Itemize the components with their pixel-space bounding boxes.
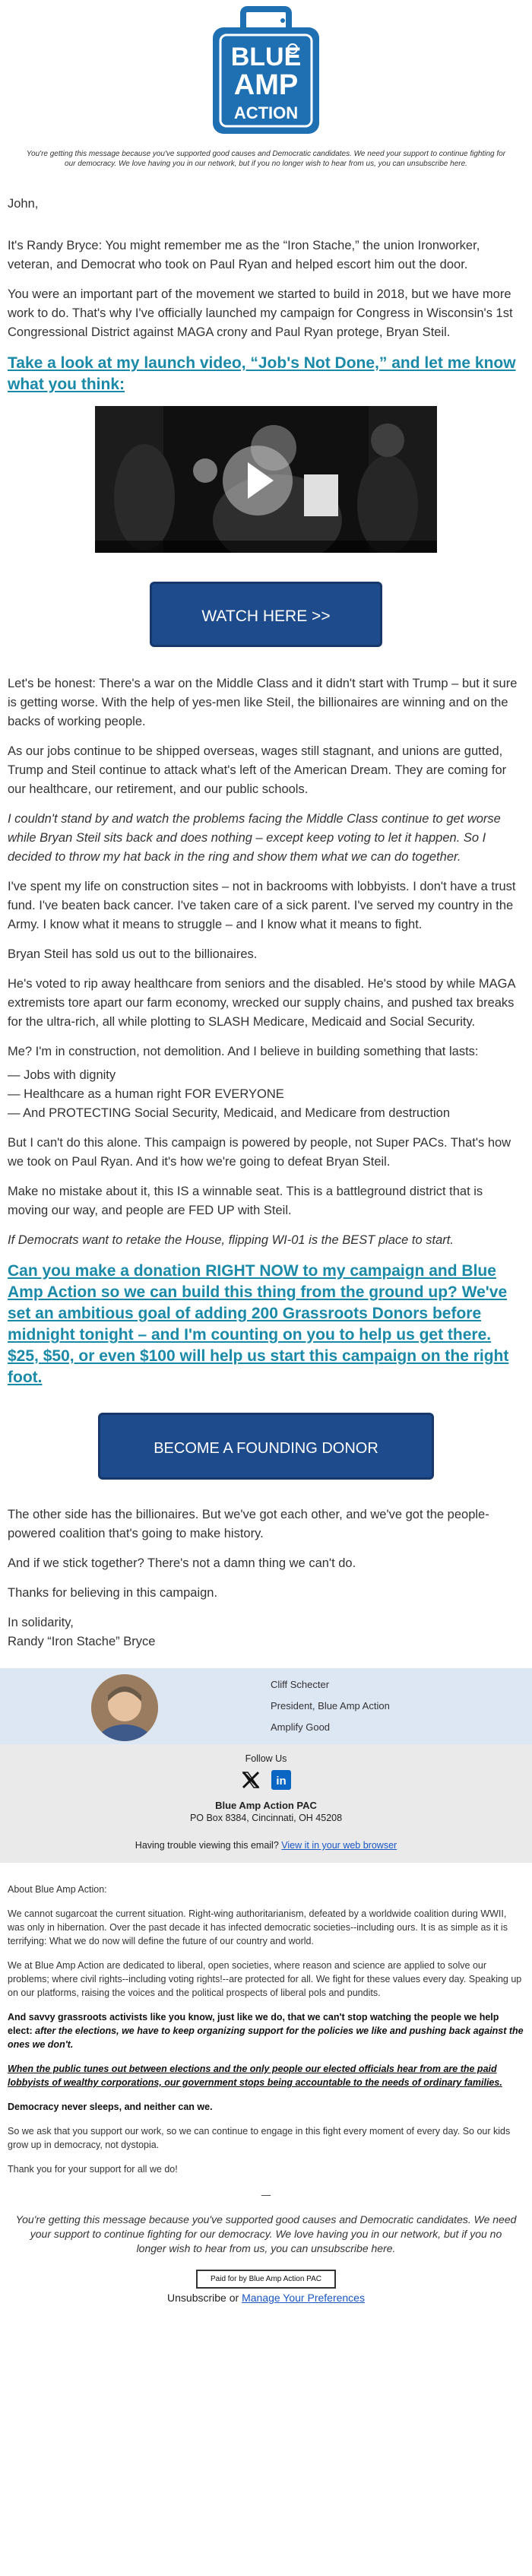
paragraph: It's Randy Bryce: You might remember me as the “Iron Stache,” the union Ironworker, veteran, and Democrat who took on Paul Ryan and helped escort him out the door. [8,239,480,271]
avatar [91,1674,158,1741]
about-bold-text: And savvy grassroots activists like you know, just like we do, that we can't stop watching the people we help elect: [8,2012,499,2036]
social-links [0,1770,532,1792]
about-heading: About Blue Amp Action: [8,1884,107,1895]
paragraph: Thanks for believing in this campaign. [8,1586,218,1600]
values-list [8,1066,524,1123]
about-paragraph: So we ask that you support our work, so we can continue to engage in this fight every moment of every day. So our kids grow up in democracy, not dystopia. [8,2126,511,2150]
paid-by-box: Paid for by Blue Amp Action PAC [196,2270,336,2289]
about-section [0,1863,532,2202]
linkedin-icon[interactable] [271,1770,291,1792]
x-icon[interactable] [241,1770,261,1792]
founding-donor-button[interactable]: BECOME A FOUNDING DONOR [98,1413,434,1480]
list-item: — Healthcare as a human right FOR EVERYONE [8,1087,284,1101]
letter-content [0,195,532,1651]
signature: Randy “Iron Stache” Bryce [8,1635,156,1648]
list-item: — And PROTECTING Social Security, Medicaid, and Medicare from destruction [8,1106,450,1120]
footer-contact [0,1744,532,1863]
donate-link[interactable]: Can you make a donation RIGHT NOW to my campaign and Blue Amp Action so we can build this thing from the ground up? We've set an ambitious goal of adding 200 Grassroots Donors before midnight tonight – and I'm counting on you to help us get there. $25, $50, or even $100 will help us start this campaign on the right foot. [8,1262,509,1386]
video-thumbnail[interactable] [95,406,437,553]
paragraph: The other side has the billionaires. But we've got each other, and we've got the people-powered coalition that's going to make history. [8,1508,489,1540]
sender-title: President, Blue Amp Action [271,1700,390,1712]
avatar-photo [91,1674,158,1741]
logo-text-amp: AMP [233,69,299,101]
list-item: — Jobs with dignity [8,1068,116,1082]
pac-address: PO Box 8384, Cincinnati, OH 45208 [189,1813,343,1823]
logo-text-blue: BLUE [230,43,302,71]
disclaimer-bottom: You're getting this message because you've supported good causes and Democratic candidates. We need your support to continue fighting for our democracy. We love having you in our network, but if you no longer wish to hear from us, you can unsubscribe here. [15,2213,517,2254]
logo-text-action: ACTION [233,103,299,122]
paragraph: You were an important part of the movement we started to build in 2018, but we have more work to do. That's why I've officially launched my campaign for Congress in Wisconsin's 1st Congressional District against MAGA crony and Paul Ryan protege, Bryan Steil. [8,287,513,339]
closing: In solidarity, [8,1616,74,1629]
unsubscribe-link[interactable]: Unsubscribe [167,2292,226,2304]
video-link[interactable]: Take a look at my launch video, “Job's Not Done,” and let me know what you think: [8,354,516,393]
pac-name: Blue Amp Action PAC [215,1800,317,1811]
about-bold-italic-text: after the elections, we have to keep organizing support for the policies we like and pushing back against the ones we don't. [8,2026,524,2050]
about-paragraph: Thank you for your support for all we do! [8,2164,178,2175]
video-control-bar[interactable] [95,541,437,553]
paragraph: Bryan Steil has sold us out to the billionaires. [8,947,258,961]
blue-amp-action-logo[interactable] [198,5,334,141]
paragraph-italic: If Democrats want to retake the House, flipping WI-01 is the BEST place to start. [8,1233,454,1247]
paragraph: And if we stick together? There's not a damn thing we can't do. [8,1556,356,1570]
divider: — [261,2190,271,2200]
disclaimer-top: You're getting this message because you've supported good causes and Democratic candidates. We need your support to continue fighting for our democracy. We love having you in our network, but if you no longer wish to hear from us, you can unsubscribe here. [26,150,506,168]
trouble-text: Having trouble viewing this email? [135,1840,279,1851]
sender-card [0,1668,532,1744]
paragraph: Make no mistake about it, this IS a winnable seat. This is a battleground district that is moving our way, and people are FED UP with Steil. [8,1185,483,1217]
follow-us-label: Follow Us [245,1753,287,1764]
unsubscribe-or: or [229,2292,239,2304]
paragraph-italic: I couldn't stand by and watch the problems facing the Middle Class continue to get worse while Bryan Steil sits back and does nothing – except keep voting to let it happen. So I decided to throw my hat back in the ring and show them what we can do together. [8,812,501,864]
about-paragraph: We at Blue Amp Action are dedicated to liberal, open societies, where reason and science are applied to solve our problems; where civil rights--including voting rights!--are protected for all. We fight for these values every day. Speaking up on our platforms, raising the voices and the political prospects of liberal pols and pundits. [8,1960,522,1998]
about-paragraph-bold [8,2010,524,2051]
paragraph: Let's be honest: There's a war on the Middle Class and it didn't start with Trump – but it sure is getting worse. With the help of yes-men like Steil, the billionaires are winning and on the backs of working people. [8,677,518,728]
unsubscribe-line [0,2292,532,2304]
about-paragraph-underlined: When the public tunes out between elections and the only people our elected officials hear from are the paid lobbyists of wealthy corporations, our government stops being accountable to the needs of ordinary families. [8,2064,502,2088]
salutation: John, [8,197,39,211]
sender-tagline: Amplify Good [271,1721,331,1733]
play-button[interactable] [223,446,293,516]
about-paragraph-bold: Democracy never sleeps, and neither can we. [8,2102,213,2112]
paragraph: Me? I'm in construction, not demolition. And I believe in building something that lasts: [8,1045,479,1058]
paragraph: I've spent my life on construction sites – not in backrooms with lobbyists. I don't have a trust fund. I've beaten back cancer. I've taken care of a sick parent. I've served my country in the Army. I know what it means to struggle – and I know what it means to fight. [8,880,516,931]
about-paragraph: We cannot sugarcoat the current situation. Right-wing authoritarianism, defeated by a worldwide coalition during WWII, was only in hibernation. Over the past decade it has infected democratic societies--including ours. It is as simple as it is terrifying: What we do now will define the future of our country and world. [8,1908,508,1946]
view-in-browser-link[interactable]: View it in your web browser [281,1840,397,1851]
closing-section [8,1505,524,1651]
paragraph: But I can't do this alone. This campaign is powered by people, not Super PACs. That's how we took on Paul Ryan. And it's how we're going to defeat Bryan Steil. [8,1136,511,1169]
trouble-viewing [0,1838,532,1852]
paragraph: He's voted to rip away healthcare from seniors and the disabled. He's stood by while MAGA extremists tore apart our farm economy, wrecked our supply chains, and pushed tax breaks for the ultra-rich, all while plotting to SLASH Medicare, Medicaid and Social Security. [8,977,515,1029]
svg-text:in: in [276,1775,287,1788]
paragraph: As our jobs continue to be shipped overseas, wages still stagnant, and unions are gutted, Trump and Steil continue to attack what's left of the American Dream. They are coming for our healthcare, our retirement, and our public schools. [8,744,507,796]
sender-info [271,1674,390,1738]
logo-header [0,0,532,146]
sender-name: Cliff Schecter [271,1679,330,1690]
manage-preferences-link[interactable]: Manage Your Preferences [242,2292,365,2304]
play-icon [248,462,274,499]
watch-here-button[interactable]: WATCH HERE >> [150,582,382,647]
